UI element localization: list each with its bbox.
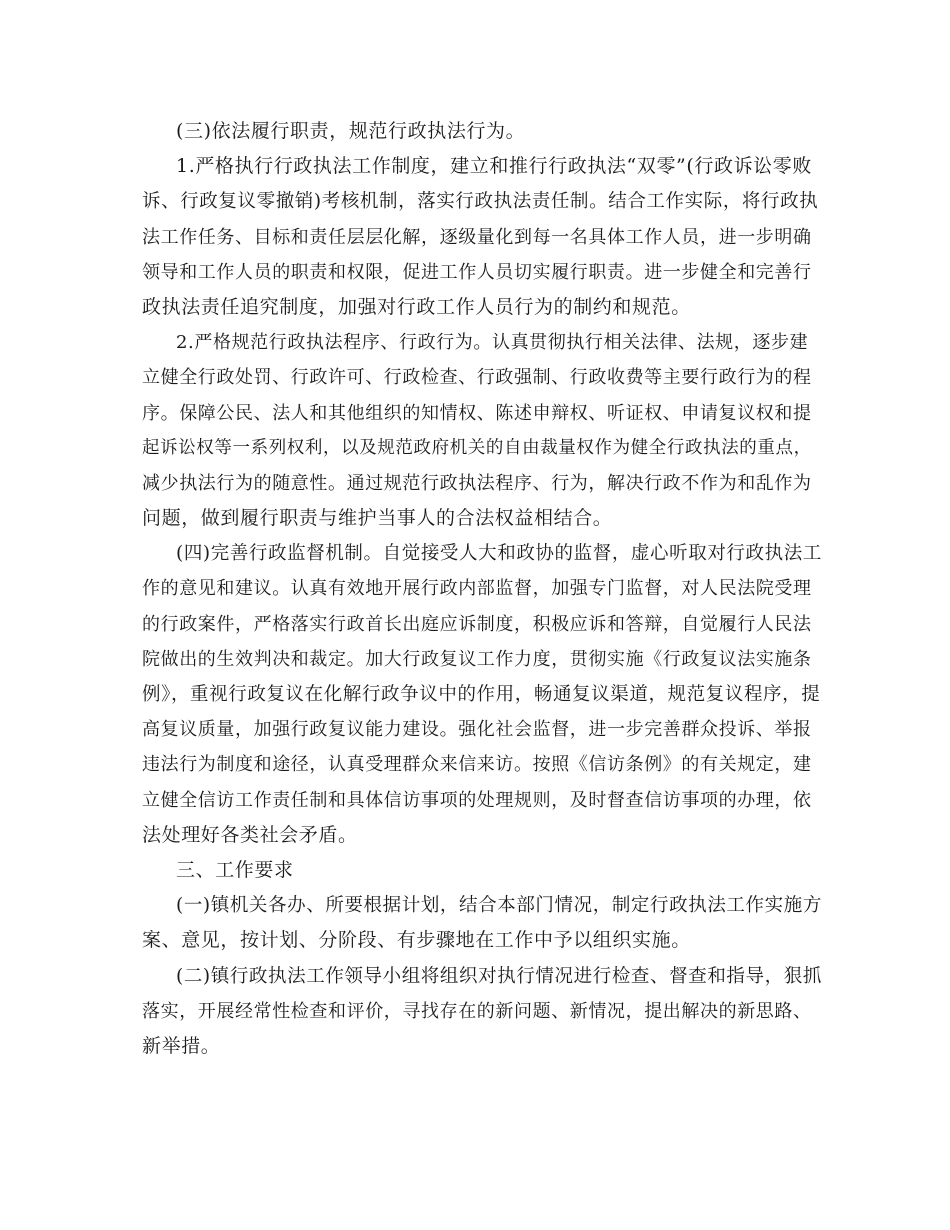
document-line: 作的意见和建议。认真有效地开展行政内部监督，加强专门监督，对人民法院受理 xyxy=(142,578,812,600)
document-body xyxy=(142,114,822,1064)
document-line: 的行政案件，严格落实行政首长出庭应诉制度，积极应诉和答辩，自觉履行人民法 xyxy=(142,613,812,635)
document-line: 例》，重视行政复议在化解行政争议中的作用，畅通复议渠道，规范复议程序，提 xyxy=(142,684,821,705)
document-line: 立健全行政处罚、行政许可、行政检查、行政强制、行政收费等主要行政行为的程 xyxy=(142,367,812,389)
document-line: 问题，做到履行职责与维护当事人的合法权益相结合。 xyxy=(142,507,613,530)
document-line: 法工作任务、目标和责任层层化解，逐级量化到每一名具体工作人员，进一步明确 xyxy=(142,226,812,248)
document-line: 1.严格执行行政执法工作制度，建立和推行行政执法“双零”(行政诉讼零败 xyxy=(176,155,812,178)
document-line: 领导和工作人员的职责和权限，促进工作人员切实履行职责。进一步健全和完善行 xyxy=(142,261,812,283)
section-heading: 三、工作要求 xyxy=(176,858,294,881)
document-line: 立健全信访工作责任制和具体信访事项的处理规则，及时督查信访事项的办理，依 xyxy=(142,789,812,811)
document-line: 落实，开展经常性检查和评价，寻找存在的新问题、新情况，提出解决的新思路、 xyxy=(142,1000,812,1022)
document-line: 院做出的生效判决和裁定。加大行政复议工作力度，贯彻实施《行政复议法实施条 xyxy=(142,648,812,670)
document-line: (二)镇行政执法工作领导小组将组织对执行情况进行检查、督查和指导，狠抓 xyxy=(176,965,822,987)
document-line: 2.严格规范行政执法程序、行政行为。认真贯彻执行相关法律、法规，逐步建 xyxy=(176,332,809,354)
document-line: 政执法责任追究制度，加强对行政工作人员行为的制约和规范。 xyxy=(142,295,691,318)
document-line: 新举措。 xyxy=(142,1034,221,1057)
document-line: (四)完善行政监督机制。自觉接受人大和政协的监督，虚心听取对行政执法工 xyxy=(176,543,822,565)
document-line: 高复议质量，加强行政复议能力建设。强化社会监督，进一步完善群众投诉、举报 xyxy=(142,719,812,741)
document-line: (三)依法履行职责，规范行政执法行为。 xyxy=(176,120,526,142)
document-line: 违法行为制度和途径，认真受理群众来信来访。按照《信访条例》的有关规定，建 xyxy=(142,754,812,776)
document-line: 减少执法行为的随意性。通过规范行政执法程序、行为，解决行政不作为和乱作为 xyxy=(142,472,812,494)
document-line: 法处理好各类社会矛盾。 xyxy=(142,823,358,846)
document-line: 序。保障公民、法人和其他组织的知情权、陈述申辩权、听证权、申请复议权和提 xyxy=(142,402,812,424)
document-line: 起诉讼权等一系列权利，以及规范政府机关的自由裁量权作为健全行政执法的重点， xyxy=(142,437,812,458)
document-line: 诉、行政复议零撤销)考核机制，落实行政执法责任制。结合工作实际，将行政执 xyxy=(142,191,819,213)
document-line: 案、意见，按计划、分阶段、有步骤地在工作中予以组织实施。 xyxy=(142,929,691,952)
document-line: (一)镇机关各办、所要根据计划，结合本部门情况，制定行政执法工作实施方 xyxy=(176,895,822,917)
